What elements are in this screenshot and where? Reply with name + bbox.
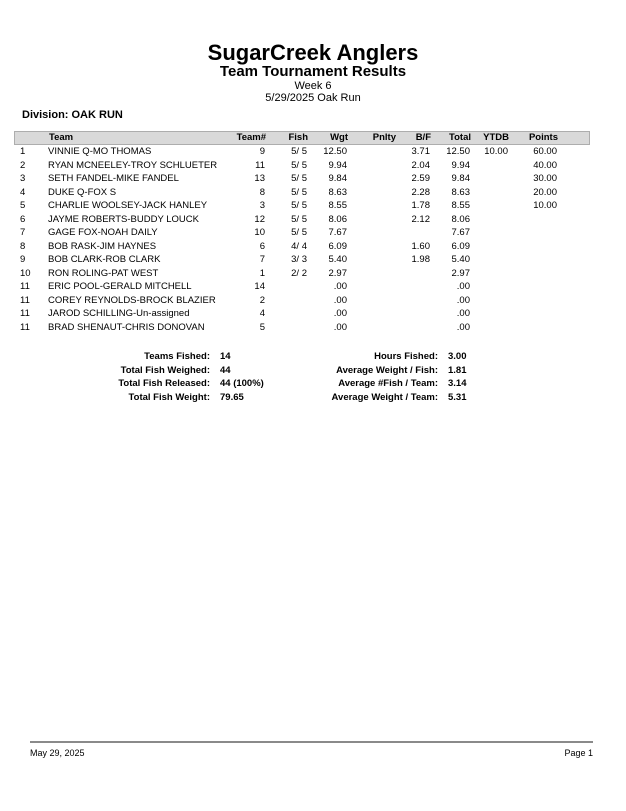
- cell-penalty: [347, 280, 395, 294]
- cell-fish: 5/ 5: [291, 146, 307, 157]
- cell-fish: 2/ 2: [291, 267, 307, 279]
- cell-total: 8.63: [451, 186, 470, 198]
- cell-big-fish: 2.28: [411, 186, 430, 198]
- cell-team-name: BOB RASK-JIM HAYNES: [48, 240, 157, 252]
- summary-section: [0, 350, 626, 404]
- cell-team-number: 7: [259, 254, 265, 265]
- cell-points: [508, 294, 590, 308]
- cell-ytdb: [470, 321, 508, 335]
- cell-team-number: 1: [259, 267, 265, 279]
- cell-points: 30.00: [533, 173, 557, 184]
- summary-right-value: 1.81: [448, 364, 467, 376]
- cell-place: 11: [20, 294, 30, 306]
- cell-penalty: [347, 226, 395, 240]
- table-row: [14, 267, 590, 281]
- summary-right-label: Average Weight / Team:: [331, 391, 438, 403]
- cell-weight: 12.50: [323, 146, 347, 157]
- summary-row: [0, 377, 626, 391]
- cell-big-fish: [395, 307, 430, 321]
- column-header-weight: Wgt: [330, 132, 348, 143]
- cell-total: .00: [456, 294, 470, 306]
- cell-team-number: 12: [254, 213, 265, 225]
- cell-total: 9.84: [451, 173, 470, 184]
- cell-penalty: [347, 307, 395, 321]
- footer-divider: [30, 741, 593, 743]
- summary-row: [0, 364, 626, 378]
- cell-weight: 8.55: [328, 200, 347, 211]
- footer-date: May 29, 2025: [30, 748, 85, 758]
- cell-fish: 3/ 3: [291, 254, 307, 265]
- cell-big-fish: [395, 226, 430, 240]
- column-header-fish: Fish: [288, 132, 308, 143]
- cell-fish: 5/ 5: [291, 227, 307, 238]
- summary-right-value: 5.31: [448, 391, 467, 403]
- cell-fish: [265, 280, 307, 294]
- cell-weight: 8.06: [328, 213, 347, 225]
- table-row: [14, 186, 590, 200]
- summary-left-label: Total Fish Released:: [118, 378, 210, 389]
- results-table-header-row: [14, 131, 590, 145]
- cell-weight: .00: [333, 308, 347, 319]
- cell-team-number: 8: [259, 186, 265, 198]
- column-header-points: Points: [528, 132, 558, 143]
- table-row: [14, 226, 590, 240]
- cell-weight: 5.40: [328, 254, 347, 265]
- cell-team-number: 6: [259, 240, 265, 252]
- cell-penalty: [347, 172, 395, 186]
- cell-team-number: 4: [259, 308, 265, 319]
- cell-place: 9: [20, 254, 26, 265]
- cell-team-number: 5: [259, 321, 265, 333]
- cell-big-fish: 3.71: [411, 146, 430, 157]
- cell-points: 40.00: [533, 159, 557, 171]
- cell-place: 3: [20, 173, 26, 184]
- cell-team-number: 2: [259, 294, 265, 306]
- cell-total: 9.94: [451, 159, 470, 171]
- column-header-penalty: Pnlty: [372, 132, 396, 143]
- cell-total: 8.06: [451, 213, 470, 225]
- table-row: [14, 294, 590, 308]
- cell-ytdb: [470, 213, 508, 227]
- cell-place: 10: [20, 267, 31, 279]
- cell-place: 5: [20, 200, 26, 211]
- cell-weight: 2.97: [328, 267, 347, 279]
- cell-team-name: JAROD SCHILLING-Un-assigned: [48, 308, 190, 319]
- cell-points: [508, 280, 590, 294]
- cell-ytdb: [470, 307, 508, 321]
- cell-place: 4: [20, 186, 26, 198]
- report-event-date-location: 5/29/2025 Oak Run: [265, 92, 361, 104]
- cell-ytdb: [470, 267, 508, 281]
- cell-place: 11: [20, 281, 30, 292]
- cell-weight: 9.84: [328, 173, 347, 184]
- cell-penalty: [347, 321, 395, 335]
- cell-ytdb: 10.00: [484, 146, 508, 157]
- table-row: [14, 172, 590, 186]
- table-row: [14, 145, 590, 159]
- cell-penalty: [347, 294, 395, 308]
- cell-big-fish: 1.78: [411, 200, 430, 211]
- cell-place: 8: [20, 240, 26, 252]
- cell-ytdb: [470, 159, 508, 173]
- cell-fish: 5/ 5: [291, 186, 307, 198]
- cell-fish: 5/ 5: [291, 159, 307, 171]
- cell-fish: 5/ 5: [291, 213, 307, 225]
- cell-ytdb: [470, 294, 508, 308]
- cell-place: 11: [20, 308, 30, 319]
- report-subtitle: Team Tournament Results: [219, 63, 407, 80]
- cell-total: 2.97: [451, 267, 470, 279]
- table-row: [14, 321, 590, 335]
- cell-total: .00: [456, 281, 470, 292]
- summary-right-label: Average #Fish / Team:: [338, 378, 438, 389]
- cell-fish: 5/ 5: [291, 200, 307, 211]
- cell-penalty: [347, 145, 395, 159]
- cell-points: [508, 321, 590, 335]
- summary-left-value: 79.65: [220, 391, 244, 403]
- cell-big-fish: 1.98: [411, 254, 430, 265]
- footer-page-number: Page 1: [564, 748, 593, 758]
- cell-weight: .00: [333, 321, 347, 333]
- cell-big-fish: [395, 294, 430, 308]
- cell-fish: [265, 307, 307, 321]
- cell-ytdb: [470, 199, 508, 213]
- cell-place: 6: [20, 213, 26, 225]
- cell-total: 6.09: [451, 240, 470, 252]
- cell-team-name: RYAN MCNEELEY-TROY SCHLUETER: [48, 159, 218, 171]
- cell-penalty: [347, 267, 395, 281]
- cell-team-name: BRAD SHENAUT-CHRIS DONOVAN: [48, 321, 205, 333]
- cell-fish: [265, 321, 307, 335]
- cell-weight: .00: [333, 281, 347, 292]
- cell-ytdb: [470, 226, 508, 240]
- column-header-total: Total: [449, 132, 471, 143]
- cell-place: 1: [20, 146, 26, 157]
- cell-team-number: 9: [259, 146, 265, 157]
- cell-place: 11: [20, 321, 30, 333]
- cell-penalty: [347, 253, 395, 267]
- table-row: [14, 213, 590, 227]
- cell-points: [508, 307, 590, 321]
- summary-left-value: 44: [220, 364, 231, 376]
- cell-team-number: 13: [254, 173, 265, 184]
- results-rows: [14, 145, 590, 334]
- summary-row: [0, 391, 626, 405]
- cell-big-fish: 1.60: [411, 240, 430, 252]
- cell-weight: .00: [333, 294, 347, 306]
- cell-penalty: [347, 213, 395, 227]
- cell-team-name: SETH FANDEL-MIKE FANDEL: [48, 173, 179, 184]
- cell-ytdb: [470, 253, 508, 267]
- cell-ytdb: [470, 280, 508, 294]
- cell-fish: 5/ 5: [291, 173, 307, 184]
- cell-total: 5.40: [451, 254, 470, 265]
- cell-points: [508, 240, 590, 254]
- summary-left-label: Teams Fished:: [144, 351, 210, 362]
- cell-total: 7.67: [451, 227, 470, 238]
- cell-team-name: ERIC POOL-GERALD MITCHELL: [48, 281, 192, 292]
- cell-team-number: 3: [259, 200, 265, 211]
- cell-team-number: 11: [255, 159, 265, 171]
- table-row: [14, 240, 590, 254]
- cell-team-name: CHARLIE WOOLSEY-JACK HANLEY: [48, 200, 208, 211]
- cell-points: [508, 267, 590, 281]
- cell-fish: 4/ 4: [291, 240, 307, 252]
- cell-team-number: 14: [254, 281, 265, 292]
- cell-team-name: BOB CLARK-ROB CLARK: [48, 254, 161, 265]
- cell-total: .00: [456, 321, 470, 333]
- summary-right-label: Average Weight / Fish:: [336, 364, 438, 376]
- cell-points: [508, 253, 590, 267]
- report-title: SugarCreek Anglers: [207, 40, 419, 65]
- summary-left-label: Total Fish Weight:: [128, 391, 210, 403]
- cell-fish: [265, 294, 307, 308]
- summary-right-value: 3.00: [448, 351, 467, 362]
- summary-row: [0, 350, 626, 364]
- cell-place: 2: [20, 159, 26, 171]
- report-header: [0, 41, 626, 104]
- cell-team-name: JAYME ROBERTS-BUDDY LOUCK: [48, 213, 199, 225]
- cell-total: 12.50: [446, 146, 470, 157]
- table-row: [14, 280, 590, 294]
- cell-weight: 9.94: [328, 159, 347, 171]
- summary-left-value: 14: [220, 351, 231, 362]
- cell-big-fish: [395, 267, 430, 281]
- column-header-team: Team: [49, 132, 74, 143]
- cell-big-fish: 2.12: [411, 213, 430, 225]
- cell-team-name: COREY REYNOLDS-BROCK BLAZIER: [48, 294, 216, 306]
- cell-penalty: [347, 159, 395, 173]
- results-table: [14, 131, 590, 334]
- cell-points: [508, 213, 590, 227]
- cell-team-name: VINNIE Q-MO THOMAS: [48, 146, 152, 157]
- summary-left-value: 44 (100%): [220, 378, 264, 389]
- cell-weight: 6.09: [328, 240, 347, 252]
- cell-penalty: [347, 186, 395, 200]
- cell-weight: 7.67: [328, 227, 347, 238]
- division-label: Division: OAK RUN: [22, 109, 123, 121]
- cell-big-fish: [395, 280, 430, 294]
- cell-big-fish: 2.04: [411, 159, 430, 171]
- cell-team-number: 10: [254, 227, 265, 238]
- column-header-rank: [15, 132, 49, 145]
- summary-right-label: Hours Fished:: [374, 351, 438, 362]
- cell-points: 60.00: [533, 146, 557, 157]
- cell-points: 10.00: [533, 200, 557, 211]
- cell-points: [508, 226, 590, 240]
- report-week: Week 6: [294, 80, 332, 92]
- column-header-team-number: Team#: [236, 132, 266, 143]
- cell-team-name: GAGE FOX-NOAH DAILY: [48, 227, 158, 238]
- cell-place: 7: [20, 227, 26, 238]
- cell-team-name: RON ROLING-PAT WEST: [48, 267, 159, 279]
- column-header-ytdb: YTDB: [483, 132, 509, 143]
- cell-ytdb: [470, 240, 508, 254]
- cell-penalty: [347, 240, 395, 254]
- cell-total: 8.55: [451, 200, 470, 211]
- column-header-big-fish: B/F: [415, 132, 431, 143]
- table-row: [14, 199, 590, 213]
- cell-total: .00: [456, 308, 470, 319]
- cell-penalty: [347, 199, 395, 213]
- cell-ytdb: [470, 186, 508, 200]
- cell-team-name: DUKE Q-FOX S: [48, 186, 117, 198]
- table-row: [14, 253, 590, 267]
- table-row: [14, 159, 590, 173]
- cell-big-fish: 2.59: [411, 173, 430, 184]
- cell-ytdb: [470, 172, 508, 186]
- summary-left-label: Total Fish Weighed:: [120, 364, 210, 376]
- cell-big-fish: [395, 321, 430, 335]
- cell-points: 20.00: [533, 186, 557, 198]
- table-row: [14, 307, 590, 321]
- summary-right-value: 3.14: [448, 378, 467, 389]
- cell-weight: 8.63: [328, 186, 347, 198]
